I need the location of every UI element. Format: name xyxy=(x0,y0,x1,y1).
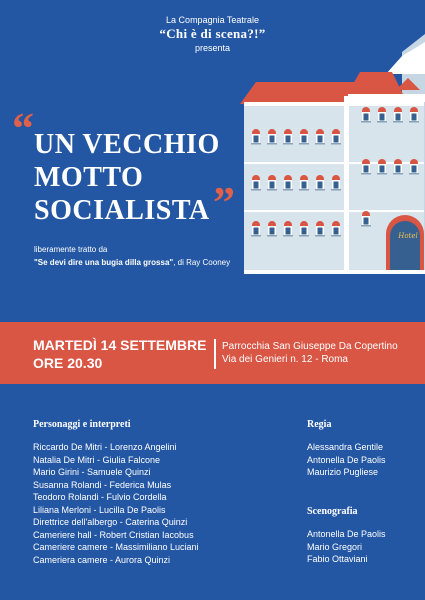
company-name: “Chi è di scena?!” xyxy=(159,26,266,41)
show-title xyxy=(34,128,220,227)
title-line-2: MOTTO xyxy=(34,162,144,193)
source-credit xyxy=(34,243,230,269)
direction-item: Antonella De Paolis xyxy=(307,454,386,465)
event-datetime xyxy=(33,336,206,372)
open-quote-mark: “ xyxy=(12,104,34,153)
set-design-list xyxy=(307,528,386,566)
event-date: MARTEDÌ 14 SETTEMBRE xyxy=(33,337,207,353)
direction-item: Alessandra Gentile xyxy=(307,442,384,452)
cast-item: Cameriera camere - Aurora Quinzi xyxy=(33,554,171,565)
venue-address: Via dei Genieri n. 12 - Roma xyxy=(222,354,348,365)
cast-item: Natalia De Mitri - Giulia Falcone xyxy=(33,454,161,465)
source-author: , di Ray Cooney xyxy=(173,258,231,267)
presenter-line: La Compagnia Teatrale xyxy=(166,15,259,25)
cast-item: Susanna Rolandi - Federica Mulas xyxy=(33,479,172,490)
cast-item: Cameriere camere - Massimiliano Luciani xyxy=(33,542,199,552)
set-design-item: Fabio Ottaviani xyxy=(307,554,368,564)
source-intro: liberamente tratto da xyxy=(34,245,108,254)
presents-label: presenta xyxy=(194,43,231,53)
hotel-building-illustration xyxy=(236,34,425,274)
set-design-heading: Scenografia xyxy=(307,506,358,517)
band-divider xyxy=(214,339,216,369)
cast-item: Riccardo De Mitri - Lorenzo Angelini xyxy=(33,442,177,452)
cast-item: Direttrice dell'albergo - Caterina Quinzi xyxy=(33,517,188,527)
event-time: ORE 20.30 xyxy=(33,355,103,371)
direction-list xyxy=(307,441,386,479)
title-line-1: UN VECCHIO xyxy=(34,129,220,160)
set-design-item: Mario Gregori xyxy=(307,541,363,552)
cast-item: Cameriere hall - Robert Cristian Iacobus xyxy=(33,529,194,540)
direction-item: Maurizio Pugliese xyxy=(307,467,379,477)
source-work: "Se devi dire una bugia dilla grossa" xyxy=(34,258,174,267)
cast-item: Mario Girini - Samuele Quinzi xyxy=(33,467,151,477)
event-venue xyxy=(222,340,398,366)
cast-item: Liliana Merloni - Lucilla De Paolis xyxy=(33,504,166,515)
direction-heading: Regia xyxy=(307,419,332,430)
close-quote-mark: ” xyxy=(213,178,235,227)
cast-heading: Personaggi e interpreti xyxy=(33,419,131,430)
source-line xyxy=(34,256,230,269)
hotel-sign: Hotel xyxy=(398,232,418,240)
venue-name: Parrocchia San Giuseppe Da Copertino xyxy=(222,341,398,352)
cast-item: Teodoro Rolandi - Fulvio Cordella xyxy=(33,492,167,502)
set-design-item: Antonella De Paolis xyxy=(307,529,386,539)
cast-list xyxy=(33,441,199,566)
title-line-3: SOCIALISTA xyxy=(34,195,210,226)
